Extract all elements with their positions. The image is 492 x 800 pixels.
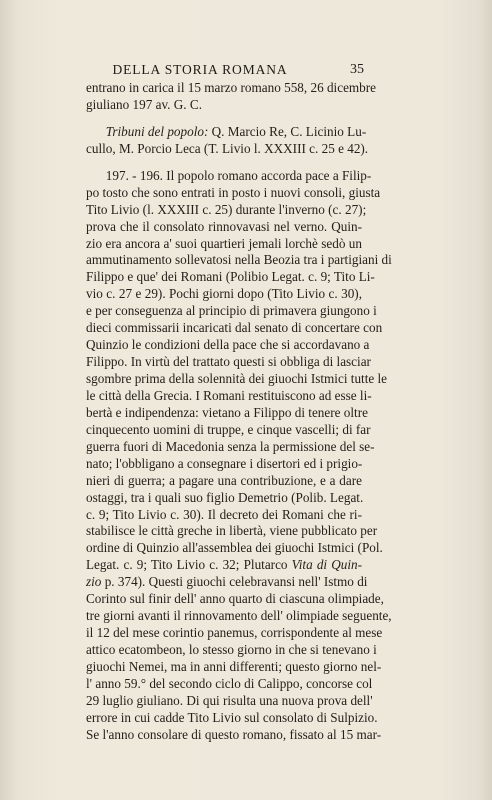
tribuni-names: Q. Marcio Re, C. Licinio Lu- [208,123,367,139]
body-text [86,80,392,744]
text-line: 29 luglio giuliano. Di qui risulta una nuova prova dell' [86,692,373,708]
text-line: giuochi Nemei, ma in anni differenti; questo giorno nel- [86,658,382,674]
text-line: tre giorni avanti il rinnovamento dell' olimpiade seguente, [86,608,392,624]
text-line: sgombre prima della solennità dei giuochi Istmici tutte le [86,371,388,386]
text-line: Filippo. In virtù del trattato questi si obbliga di lasciar [86,354,371,370]
text-line: il 12 del mese corintio panemus, corrispondente al mese [86,625,383,641]
running-title: DELLA STORIA ROMANA [112,62,288,77]
text-line: nieri di guerra; a pagare una contribuzione, e a dare [86,472,362,488]
vita-title-cont: zio [86,574,102,590]
page-header [0,62,492,80]
tribuni-line [86,123,367,141]
text-line: Quinzio le condizioni della pace che si accordavano a [86,337,370,353]
text-line: Tito Livio (l. XXXIII c. 25) durante l'inverno (c. 27); [86,201,367,217]
page-number: 35 [350,62,364,77]
plutarco-text: Legat. c. 9; Tito Livio c. 32; Plutarco [86,557,292,573]
text-line: guerra fuori di Macedonia senza la permissione del se- [86,438,375,454]
text-line: po tosto che sono entrati in posto i nuovi consoli, giusta [86,184,381,200]
text-line: vio c. 27 e 29). Pochi giorni dopo (Tito Livio c. 30), [86,286,362,302]
text-line [86,557,362,574]
text-line: errore in cui cadde Tito Livio sul consolato di Sulpizio. [86,709,378,725]
text-line: ostaggi, tra i quali suo figlio Demetrio (Polib. Legat. [86,489,364,505]
text-line: l' anno 59.° del secondo ciclo di Calippo, concorse col [86,675,373,691]
text-line: Corinto sul finir dell' anno quarto di ciascuna olimpiade, [86,591,384,607]
text-line: Filippo e que' dei Romani (Polibio Legat. c. 9; Tito Li- [86,269,375,285]
text-line: cullo, M. Porcio Leca (T. Livio l. XXXIII c. 25 e 42). [86,140,369,156]
text-line: entrano in carica il 15 marzo romano 558, 26 dicembre [86,80,377,95]
text-line: cinquecento uomini di truppe, e cinque vascelli; di far [86,421,371,437]
text-line: nato; l'obbligano a consegnare i disertori ed i prigio- [86,455,363,471]
text-line: bertà e indipendenza: vietano a Filippo di tenere oltre [86,404,368,420]
tribuni-label: Tribuni del popolo: [105,123,209,139]
text-line: Se l'anno consolare di questo romano, fissato al 15 mar- [86,726,382,742]
paragraph-gap [86,114,362,124]
text-line: le città della Grecia. I Romani restituiscono ad esse li- [86,387,372,403]
text-line: c. 9; Tito Livio c. 30). Il decreto dei Romani che ri- [86,506,362,522]
text-line: ordine di Quinzio all'assemblea dei giuochi Istmici (Pol. [86,540,383,556]
vita-title: Vita di Quin- [291,557,362,573]
text-line: giuliano 197 av. G. C. [86,96,202,112]
text-line: prova che il consolato rinnovavasi nel verno. Quin- [86,218,362,234]
paragraph-start: 197. - 196. Il popolo romano accorda pace a Filip- [105,167,372,183]
text-line: e per conseguenza al principio di primavera giungono i [86,303,377,319]
text-line: attico ecatombeon, lo stesso giorno in che si tenevano i [86,642,377,657]
paragraph-gap [86,158,362,168]
vita-after: p. 374). Questi giuochi celebravansi nell' Istmo di [101,574,368,590]
text-line [86,574,368,591]
text-line [86,167,372,185]
text-line: dieci commissarii incaricati dal senato di concertare con [86,320,383,336]
text-line: stabilisce le città greche in libertà, viene pubblicato per [86,523,378,539]
text-line: ammutinamento sollevatosi nella Beozia tra i partigiani di [86,252,392,268]
text-line: zio era ancora a' suoi quartieri jemali lorchè sedò un [86,235,362,251]
